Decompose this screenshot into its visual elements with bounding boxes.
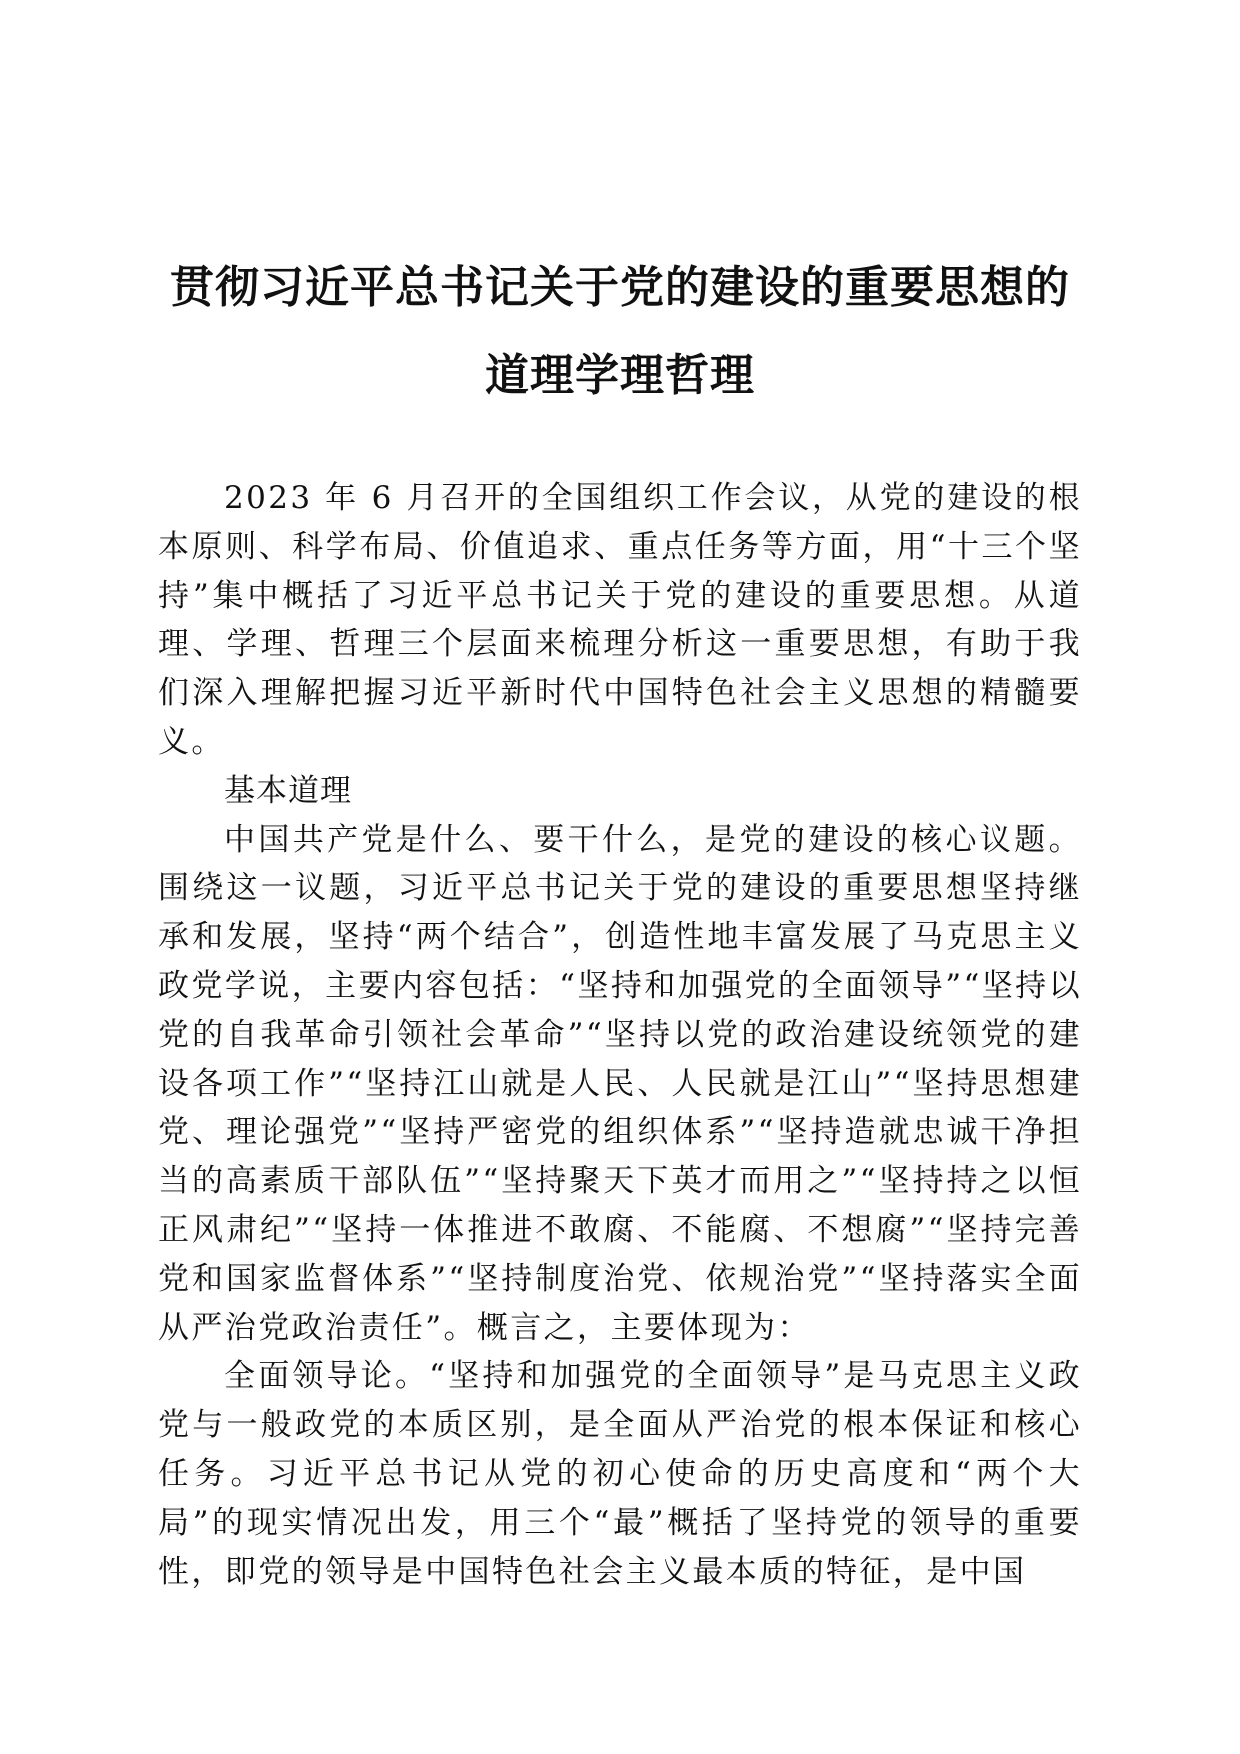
body-paragraph: 中国共产党是什么、要干什么，是党的建设的核心议题。围绕这一议题，习近平总书记关于党的建设的重要思想坚持继承和发展，坚持“两个结合”，创造性地丰富发展了马克思主义政党学说，主要内容包括：“坚持和加强党的全面领导”“坚持以党的自我革命引领社会革命”“坚持以党的政治建设统领党的建设各项工作”“坚持江山就是人民、人民就是江山”“坚持思想建党、理论强党”“坚持严密党的组织体系”“坚持造就忠诚干净担当的高素质干部队伍”“坚持聚天下英才而用之”“坚持持之以恒正风肃纪”“坚持一体推进不敢腐、不能腐、不想腐”“坚持完善党和国家监督体系”“坚持制度治党、依规治党”“坚持落实全面从严治党政治责任”。概言之，主要体现为：: [158, 821, 1082, 1346]
document-body: [158, 474, 1082, 1596]
document-title-line-2: 道理学理哲理: [485, 350, 755, 401]
body-paragraph: 全面领导论。“坚持和加强党的全面领导”是马克思主义政党与一般政党的本质区别，是全面从严治党的根本保证和核心任务。习近平总书记从党的初心使命的历史高度和“两个大局”的现实情况出发，用三个“最”概括了坚持党的领导的重要性，即党的领导是中国特色社会主义最本质的特征，是中国: [158, 1358, 1082, 1590]
document-title-line-1: 贯彻习近平总书记关于党的建设的重要思想的: [170, 262, 1070, 313]
intro-paragraph: 2023 年 6 月召开的全国组织工作会议，从党的建设的根本原则、科学布局、价值追求、重点任务等方面，用“十三个坚持”集中概括了习近平总书记关于党的建设的重要思想。从道理、学理、哲理三个层面来梳理分析这一重要思想，有助于我们深入理解把握习近平新时代中国特色社会主义思想的精髓要义。: [158, 480, 1082, 760]
section-heading: 基本道理: [224, 772, 352, 809]
